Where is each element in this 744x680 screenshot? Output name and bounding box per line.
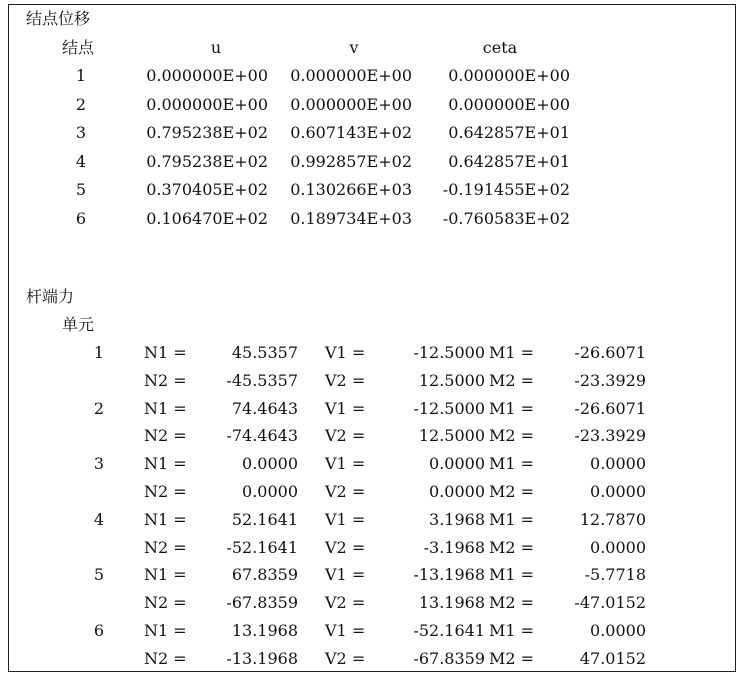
shear-force-label: V1 = bbox=[325, 565, 366, 585]
axial-force-label: N2 = bbox=[144, 593, 187, 613]
moment-value: -26.6071 bbox=[574, 343, 646, 362]
ceta-value: 0.642857E+01 bbox=[448, 123, 570, 143]
shear-force-value: -52.1641 bbox=[413, 621, 485, 640]
axial-force-value: 67.8359 bbox=[231, 565, 298, 585]
node-id: 1 bbox=[75, 66, 87, 85]
v-value: 0.000000E+00 bbox=[290, 66, 412, 85]
element-id: 2 bbox=[93, 398, 104, 418]
end-forces-section-title: 杆端力 bbox=[26, 287, 75, 306]
axial-force-value: 0.0000 bbox=[242, 454, 298, 474]
axial-force-label: N1 = bbox=[144, 454, 187, 474]
axial-force-label: N1 = bbox=[144, 565, 187, 585]
moment-value: -23.3929 bbox=[574, 370, 646, 390]
shear-force-value: 12.5000 bbox=[418, 426, 485, 446]
node-id: 5 bbox=[75, 180, 87, 200]
axial-force-value: 0.0000 bbox=[242, 482, 298, 501]
moment-value: 47.0152 bbox=[579, 648, 646, 668]
axial-force-value: 52.1641 bbox=[231, 509, 298, 529]
shear-force-value: 13.1968 bbox=[418, 593, 485, 613]
ceta-value: 0.000000E+00 bbox=[448, 66, 570, 85]
moment-value: -26.6071 bbox=[574, 398, 646, 418]
shear-force-value: -12.5000 bbox=[413, 343, 485, 362]
v-value: 0.992857E+02 bbox=[290, 151, 412, 171]
node-id: 3 bbox=[75, 123, 87, 143]
shear-force-value: 0.0000 bbox=[429, 454, 485, 474]
moment-value: 0.0000 bbox=[590, 482, 646, 501]
axial-force-value: -52.1641 bbox=[226, 537, 298, 557]
moment-label: M1 = bbox=[489, 398, 535, 418]
shear-force-label: V1 = bbox=[325, 454, 366, 474]
shear-force-label: V1 = bbox=[325, 509, 366, 529]
moment-label: M2 = bbox=[489, 537, 535, 557]
moment-label: M1 = bbox=[489, 509, 535, 529]
axial-force-label: N1 = bbox=[144, 343, 187, 362]
shear-force-value: 0.0000 bbox=[429, 482, 485, 501]
axial-force-label: N2 = bbox=[144, 482, 187, 501]
shear-force-label: V2 = bbox=[325, 426, 366, 446]
node-id: 4 bbox=[75, 151, 87, 171]
shear-force-label: V2 = bbox=[325, 593, 366, 613]
moment-label: M2 = bbox=[489, 370, 535, 390]
element-id: 4 bbox=[93, 509, 104, 529]
u-column-header: u bbox=[210, 38, 222, 57]
axial-force-value: 74.4643 bbox=[231, 398, 298, 418]
axial-force-value: -45.5357 bbox=[226, 370, 298, 390]
ceta-value: 0.000000E+00 bbox=[448, 94, 570, 114]
shear-force-label: V1 = bbox=[325, 343, 366, 362]
node-id: 6 bbox=[75, 209, 87, 228]
axial-force-label: N1 = bbox=[144, 621, 187, 640]
moment-label: M2 = bbox=[489, 426, 535, 446]
shear-force-value: -67.8359 bbox=[413, 648, 485, 668]
moment-label: M1 = bbox=[489, 565, 535, 585]
moment-label: M2 = bbox=[489, 482, 535, 501]
element-id: 6 bbox=[93, 621, 104, 640]
displacement-section-title: 结点位移 bbox=[26, 9, 91, 28]
axial-force-value: 45.5357 bbox=[231, 343, 298, 362]
node-id: 2 bbox=[75, 94, 87, 114]
shear-force-label: V1 = bbox=[325, 398, 366, 418]
u-value: 0.795238E+02 bbox=[146, 123, 268, 143]
ceta-value: 0.642857E+01 bbox=[448, 151, 570, 171]
ceta-value: -0.760583E+02 bbox=[442, 209, 570, 228]
moment-value: -47.0152 bbox=[574, 593, 646, 613]
shear-force-label: V2 = bbox=[325, 482, 366, 501]
axial-force-label: N2 = bbox=[144, 537, 187, 557]
moment-value: 0.0000 bbox=[590, 537, 646, 557]
moment-value: -5.7718 bbox=[584, 565, 646, 585]
shear-force-label: V2 = bbox=[325, 648, 366, 668]
shear-force-value: 3.1968 bbox=[429, 509, 485, 529]
element-column-header: 单元 bbox=[62, 315, 95, 334]
shear-force-label: V1 = bbox=[325, 621, 366, 640]
ceta-value: -0.191455E+02 bbox=[442, 180, 570, 200]
axial-force-label: N1 = bbox=[144, 509, 187, 529]
node-column-header: 结点 bbox=[62, 38, 95, 57]
element-id: 5 bbox=[93, 565, 104, 585]
moment-value: 0.0000 bbox=[590, 454, 646, 474]
v-value: 0.607143E+02 bbox=[290, 123, 412, 143]
ceta-column-header: ceta bbox=[482, 38, 518, 57]
shear-force-value: -13.1968 bbox=[413, 565, 485, 585]
moment-value: -23.3929 bbox=[574, 426, 646, 446]
moment-label: M1 = bbox=[489, 343, 535, 362]
axial-force-value: -67.8359 bbox=[226, 593, 298, 613]
u-value: 0.000000E+00 bbox=[146, 66, 268, 85]
v-value: 0.130266E+03 bbox=[290, 180, 412, 200]
shear-force-value: -12.5000 bbox=[413, 398, 485, 418]
element-id: 3 bbox=[93, 454, 104, 474]
shear-force-label: V2 = bbox=[325, 370, 366, 390]
shear-force-label: V2 = bbox=[325, 537, 366, 557]
v-column-header: v bbox=[349, 38, 359, 57]
moment-label: M2 = bbox=[489, 648, 535, 668]
v-value: 0.189734E+03 bbox=[290, 209, 412, 228]
element-id: 1 bbox=[93, 343, 104, 362]
shear-force-value: 12.5000 bbox=[418, 370, 485, 390]
u-value: 0.370405E+02 bbox=[146, 180, 268, 200]
axial-force-label: N1 = bbox=[144, 398, 187, 418]
axial-force-value: 13.1968 bbox=[231, 621, 298, 640]
u-value: 0.000000E+00 bbox=[146, 94, 268, 114]
moment-value: 12.7870 bbox=[579, 509, 646, 529]
moment-label: M1 = bbox=[489, 621, 535, 640]
u-value: 0.795238E+02 bbox=[146, 151, 268, 171]
axial-force-label: N2 = bbox=[144, 648, 187, 668]
axial-force-value: -13.1968 bbox=[226, 648, 298, 668]
v-value: 0.000000E+00 bbox=[290, 94, 412, 114]
moment-label: M2 = bbox=[489, 593, 535, 613]
shear-force-value: -3.1968 bbox=[423, 537, 485, 557]
axial-force-value: -74.4643 bbox=[226, 426, 298, 446]
u-value: 0.106470E+02 bbox=[146, 209, 268, 228]
moment-value: 0.0000 bbox=[590, 621, 646, 640]
moment-label: M1 = bbox=[489, 454, 535, 474]
axial-force-label: N2 = bbox=[144, 370, 187, 390]
axial-force-label: N2 = bbox=[144, 426, 187, 446]
